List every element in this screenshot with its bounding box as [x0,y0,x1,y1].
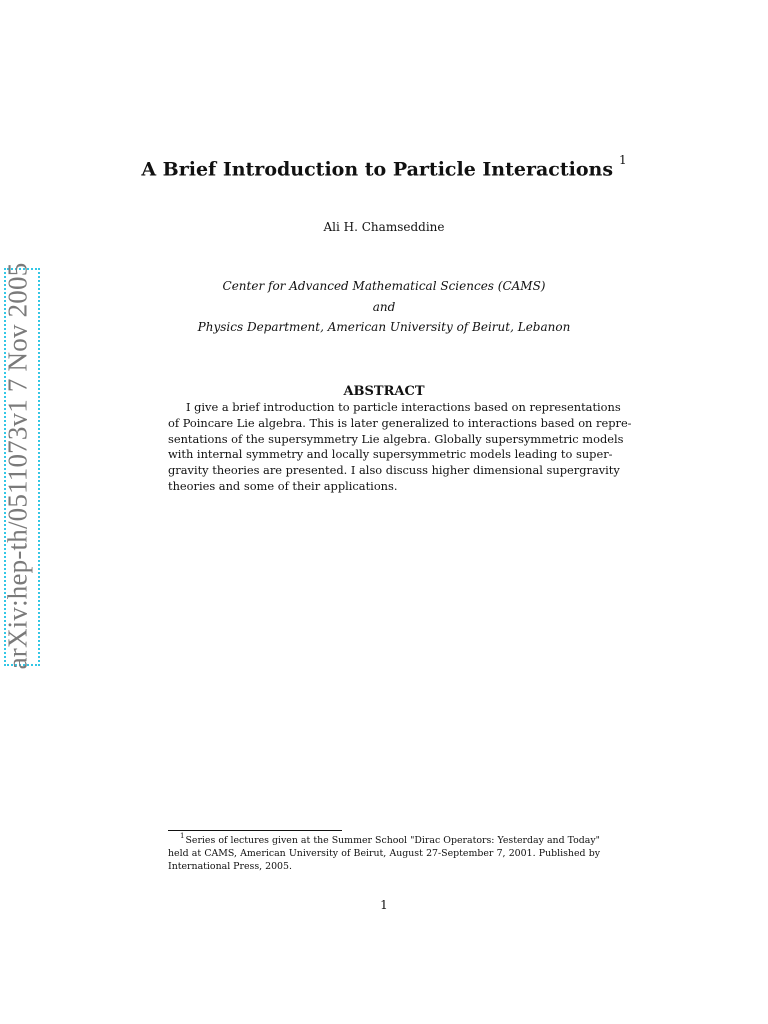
abstract-body [168,400,632,495]
abstract-line: with internal symmetry and locally supersymmetric models leading to super- [168,447,613,462]
footnote-line [168,831,600,847]
arxiv-identifier: arXiv:hep-th/0511073v1 7 Nov 2005 [2,262,33,670]
abstract-heading: ABSTRACT [343,384,425,399]
affiliation-line-1: Center for Advanced Mathematical Sciences (CAMS) [222,279,546,293]
footnote-line: held at CAMS, American University of Beirut, August 27-September 7, 2001. Published by [168,848,600,859]
paper-title [0,153,768,181]
footnote-line: International Press, 2005. [168,861,292,872]
paper-title-text: A Brief Introduction to Particle Interactions [141,158,614,181]
affiliation-line-2: and [372,300,396,314]
abstract-line: I give a brief introduction to particle interactions based on representations [186,400,621,414]
footnote [168,831,600,873]
title-footnote-marker: 1 [619,153,627,167]
footnote-line-text: Series of lectures given at the Summer School "Dirac Operators: Yesterday and Today" [185,835,600,846]
abstract-line: of Poincare Lie algebra. This is later generalized to interactions based on repre- [168,415,632,430]
footnote-marker: 1 [180,831,185,840]
footnote-rule [168,830,342,831]
affiliation-line-3: Physics Department, American University of Beirut, Lebanon [197,320,571,334]
author-name: Ali H. Chamseddine [323,220,445,234]
abstract-line: sentations of the supersymmetry Lie algebra. Globally supersymmetric models [168,431,624,446]
page-number: 1 [380,898,388,912]
abstract-line: gravity theories are presented. I also discuss higher dimensional supergravity [168,463,620,478]
abstract-line: theories and some of their applications. [168,478,398,493]
